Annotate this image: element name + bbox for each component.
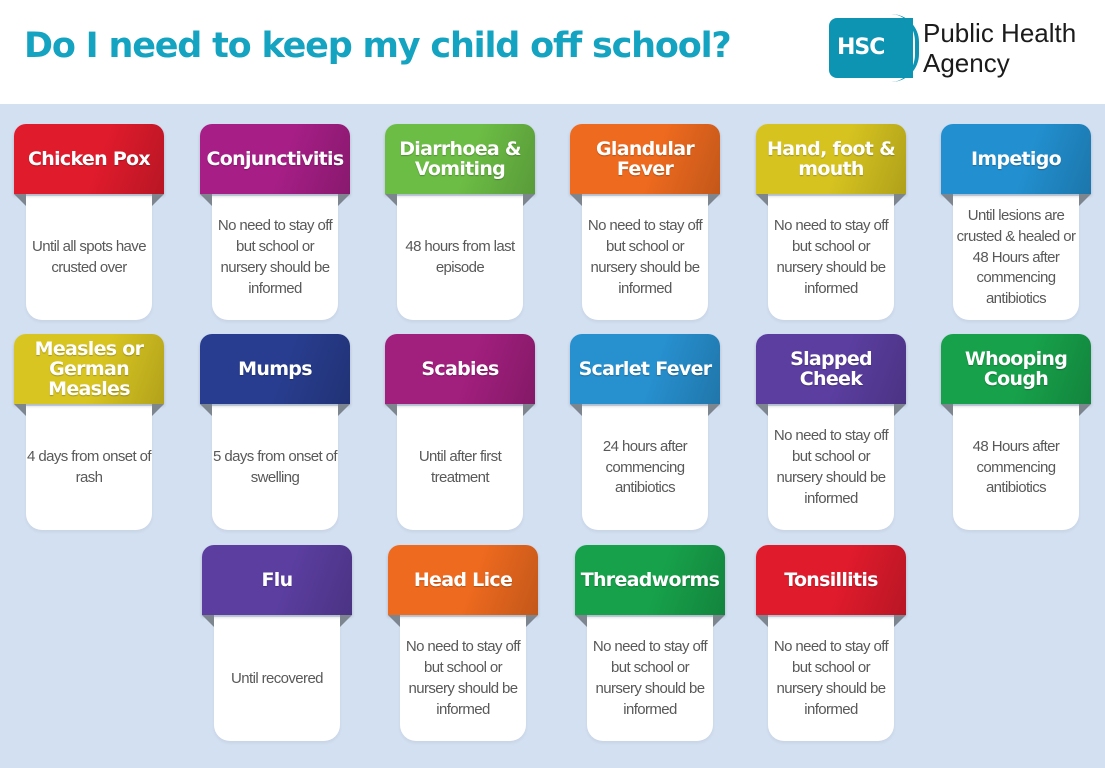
card-header [941, 124, 1091, 194]
exclusion-advice: 4 days from onset of rash [27, 448, 151, 486]
ribbon-fold-right [526, 615, 538, 627]
ribbon-fold-right [338, 404, 350, 416]
card-slapped-cheek [756, 334, 906, 530]
card-impetigo [941, 124, 1091, 320]
illness-name: Glandular Fever [596, 138, 694, 180]
illness-name: Chicken Pox [28, 148, 150, 170]
ribbon-fold-left [756, 194, 768, 206]
card-header [14, 124, 164, 194]
exclusion-advice: 24 hours after commencing antibiotics [602, 437, 688, 497]
exclusion-advice: Until recovered [231, 669, 323, 687]
ribbon-fold-right [1079, 404, 1091, 416]
illness-name: Tonsillitis [784, 569, 878, 591]
exclusion-advice: 5 days from onset of swelling [213, 448, 337, 486]
card-body [582, 406, 708, 530]
ribbon-fold-right [894, 615, 906, 627]
card-scabies [385, 334, 535, 530]
illness-name: Head Lice [413, 569, 513, 591]
ribbon-fold-right [894, 404, 906, 416]
card-body [397, 406, 523, 530]
ribbon-fold-left [941, 194, 953, 206]
card-whooping-cough [941, 334, 1091, 530]
ribbon-fold-right [523, 404, 535, 416]
card-body [953, 196, 1079, 320]
page-title: Do I need to keep my child off school? [24, 26, 731, 66]
ribbon-fold-right [340, 615, 352, 627]
illness-name: Whooping Cough [964, 348, 1068, 390]
ribbon-fold-left [385, 194, 397, 206]
ribbon-fold-right [894, 194, 906, 206]
card-body [397, 196, 523, 320]
card-header [200, 334, 350, 404]
card-header [575, 545, 725, 615]
ribbon-fold-right [1079, 194, 1091, 206]
card-glandular-fever [570, 124, 720, 320]
exclusion-advice: No need to stay off but school or nursery should be informed [773, 638, 889, 718]
card-body [768, 406, 894, 530]
card-measles-or-german-measles [14, 334, 164, 530]
card-body [953, 406, 1079, 530]
card-header [202, 545, 352, 615]
ribbon-fold-left [756, 404, 768, 416]
illness-name: Threadworms [580, 569, 720, 591]
ribbon-fold-left [570, 404, 582, 416]
card-header [941, 334, 1091, 404]
card-body [768, 617, 894, 741]
ribbon-fold-right [523, 194, 535, 206]
ribbon-fold-left [14, 404, 26, 416]
logo-mark: HSC [829, 18, 913, 78]
ribbon-fold-right [713, 615, 725, 627]
ribbon-fold-left [202, 615, 214, 627]
ribbon-fold-right [152, 194, 164, 206]
ribbon-fold-left [941, 404, 953, 416]
card-diarrhoea-and-vomiting [385, 124, 535, 320]
exclusion-advice: No need to stay off but school or nursery should be informed [587, 217, 703, 297]
ribbon-fold-left [388, 615, 400, 627]
card-header [200, 124, 350, 194]
exclusion-advice: No need to stay off but school or nursery should be informed [592, 638, 708, 718]
logo-text [923, 18, 1076, 78]
exclusion-advice: 48 Hours after commencing antibiotics [972, 437, 1060, 497]
card-flu [202, 545, 352, 741]
header [0, 0, 1105, 104]
ribbon-fold-left [385, 404, 397, 416]
card-header [14, 334, 164, 404]
card-body [26, 196, 152, 320]
card-mumps [200, 334, 350, 530]
illness-name: Scarlet Fever [578, 358, 712, 380]
card-body [400, 617, 526, 741]
card-tonsillitis [756, 545, 906, 741]
exclusion-advice: No need to stay off but school or nursery should be informed [405, 638, 521, 718]
ribbon-fold-left [14, 194, 26, 206]
exclusion-advice: Until after first treatment [418, 448, 502, 486]
card-head-lice [388, 545, 538, 741]
card-body [582, 196, 708, 320]
ribbon-fold-left [575, 615, 587, 627]
ribbon-fold-right [338, 194, 350, 206]
logo-arc-icon [891, 14, 919, 82]
card-header [570, 334, 720, 404]
exclusion-advice: Until lesions are crusted & healed or 48 Hours after commencing antibiotics [956, 207, 1076, 308]
ribbon-fold-left [756, 615, 768, 627]
ribbon-fold-left [570, 194, 582, 206]
exclusion-advice: No need to stay off but school or nursery should be informed [217, 217, 333, 297]
card-header [385, 334, 535, 404]
card-hand-foot-and-mouth [756, 124, 906, 320]
card-threadworms [575, 545, 725, 741]
card-header [388, 545, 538, 615]
illness-name: Hand, foot & mouth [767, 138, 895, 180]
card-header [756, 124, 906, 194]
ribbon-fold-right [708, 194, 720, 206]
illness-name: Slapped Cheek [790, 348, 872, 390]
card-body [212, 196, 338, 320]
illness-name: Impetigo [970, 148, 1061, 170]
card-chicken-pox [14, 124, 164, 320]
card-header [570, 124, 720, 194]
ribbon-fold-left [200, 404, 212, 416]
hsc-public-health-agency-logo [829, 18, 1099, 80]
card-body [212, 406, 338, 530]
illness-name: Scabies [421, 358, 499, 380]
logo-line-2: Agency [923, 48, 1010, 78]
ribbon-fold-left [200, 194, 212, 206]
illness-card-grid [0, 104, 1105, 768]
exclusion-advice: 48 hours from last episode [405, 238, 515, 276]
ribbon-fold-right [152, 404, 164, 416]
card-header [756, 545, 906, 615]
illness-name: Diarrhoea & Vomiting [399, 138, 521, 180]
card-body [214, 617, 340, 741]
exclusion-advice: No need to stay off but school or nursery should be informed [773, 427, 889, 507]
exclusion-advice: No need to stay off but school or nursery should be informed [773, 217, 889, 297]
card-body [587, 617, 713, 741]
card-body [768, 196, 894, 320]
illness-name: Measles or German Measles [34, 338, 144, 400]
card-body [26, 406, 152, 530]
card-header [756, 334, 906, 404]
ribbon-fold-right [708, 404, 720, 416]
card-header [385, 124, 535, 194]
illness-name: Conjunctivitis [206, 148, 344, 170]
illness-name: Mumps [238, 358, 312, 380]
card-scarlet-fever [570, 334, 720, 530]
exclusion-advice: Until all spots have crusted over [32, 238, 146, 276]
illness-name: Flu [261, 569, 293, 591]
logo-line-1: Public Health [923, 18, 1077, 48]
card-conjunctivitis [200, 124, 350, 320]
